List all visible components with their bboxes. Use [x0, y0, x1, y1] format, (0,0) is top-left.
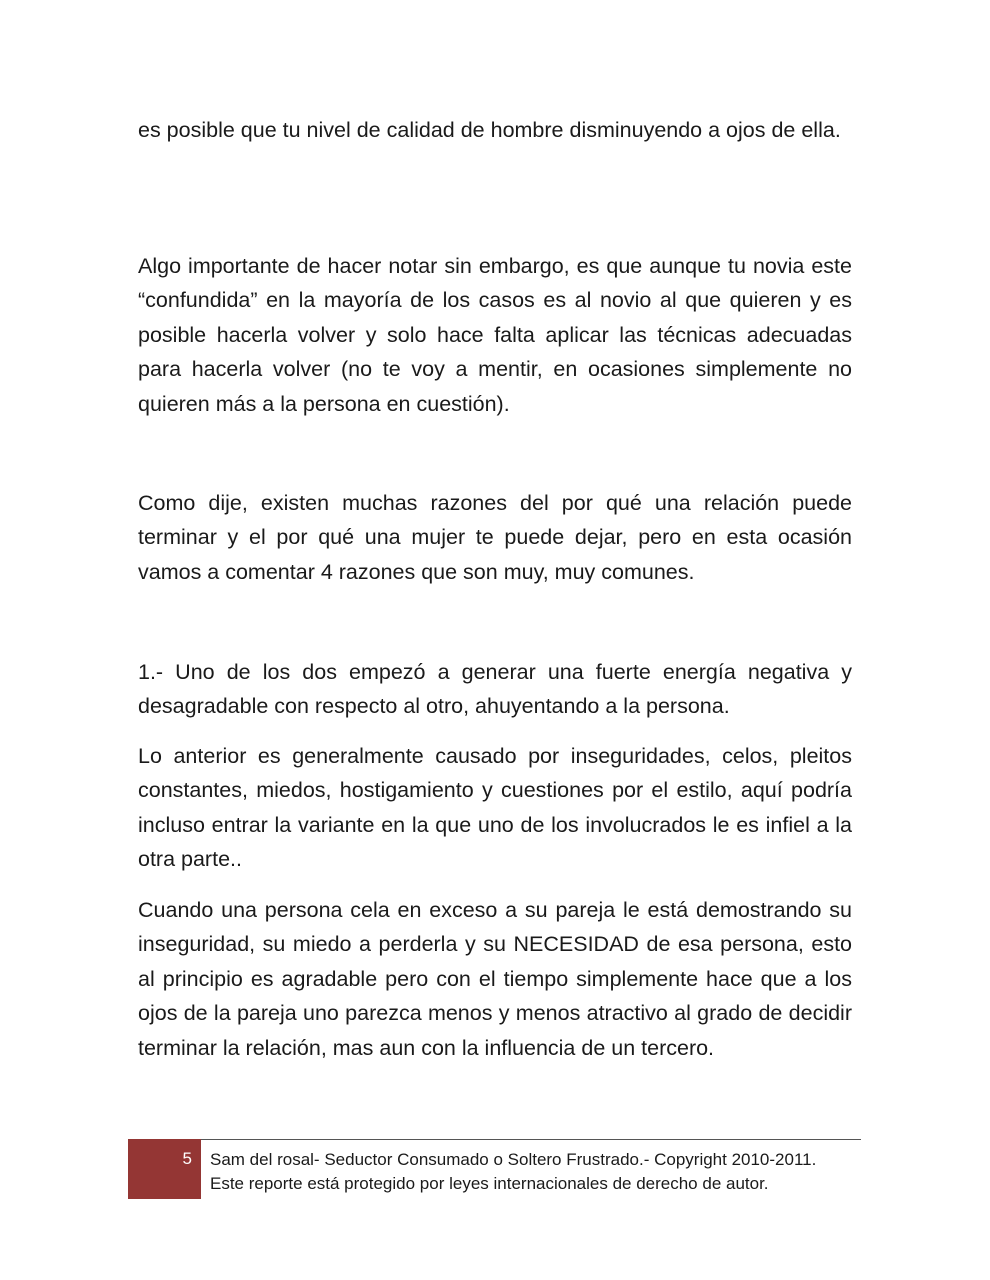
paragraph-continuation: es posible que tu nivel de calidad de hombre disminuyendo a ojos de ella.	[138, 118, 841, 142]
paragraph-important-note: Algo importante de hacer notar sin embargo, es que aunque tu novia este “confundida” en la mayoría de los casos es al novio al que quieren y es posible hacerla volver y solo hace falta aplicar las técnicas adecuadas para hacerla volver (no te voy a mentir, en ocasiones simplemente no quieren más a la persona en cuestión).	[138, 254, 852, 416]
footer-page-box	[128, 1139, 201, 1199]
paragraph-jealousy: Cuando una persona cela en exceso a su pareja le está demostrando su inseguridad, su miedo a perderla y su NECESIDAD de esa persona, esto al principio es agradable pero con el tiempo simplemente hace que a los ojos de la pareja uno parezca menos y menos atractivo al grado de decidir terminar la relación, mas aun con la influencia de un tercero.	[138, 898, 852, 1060]
footer-line-2: Este reporte está protegido por leyes internacionales de derecho de autor.	[210, 1174, 769, 1193]
paragraph-reason-1: 1.- Uno de los dos empezó a generar una fuerte energía negativa y desagradable con respecto al otro, ahuyentando a la persona.	[138, 660, 852, 719]
paragraph-reason-1-causes: Lo anterior es generalmente causado por inseguridades, celos, pleitos constantes, miedos, hostigamiento y cuestiones por el estilo, aquí podría incluso entrar la variante en la que uno de los involucrados le es infiel a la otra parte..	[138, 744, 852, 872]
footer-copyright	[210, 1148, 816, 1196]
page-number: 5	[182, 1149, 192, 1168]
footer-line-1: Sam del rosal- Seductor Consumado o Soltero Frustrado.- Copyright 2010-2011.	[210, 1150, 817, 1169]
paragraph-reasons-intro: Como dije, existen muchas razones del por qué una relación puede terminar y el por qué una mujer te puede dejar, pero en esta ocasión vamos a comentar 4 razones que son muy, muy comunes.	[138, 491, 852, 584]
footer-divider	[128, 1139, 861, 1140]
